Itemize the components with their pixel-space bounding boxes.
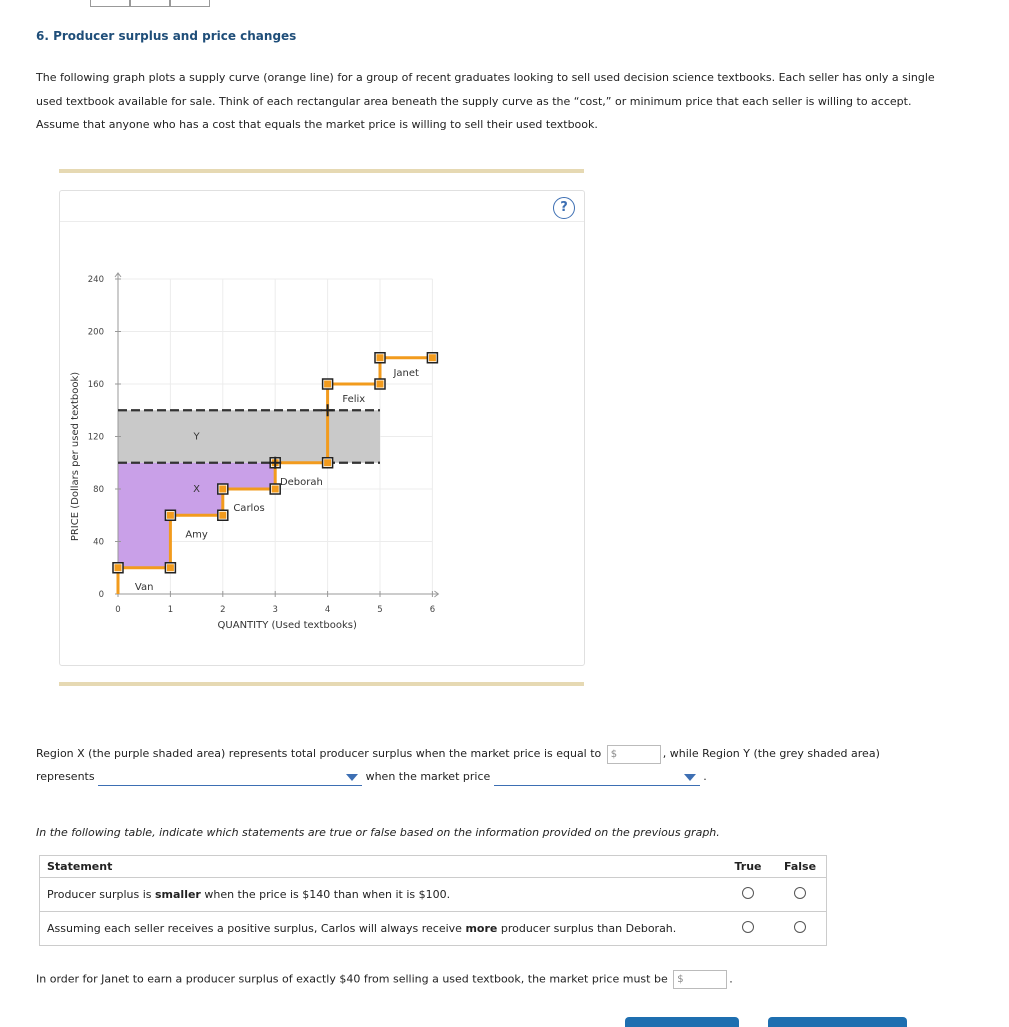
fill-in-text-4: . (703, 770, 707, 783)
supply-point (167, 512, 174, 519)
x-tick-label: 4 (324, 605, 331, 615)
seller-label-amy: Amy (185, 529, 208, 541)
region-x-label: X (193, 484, 201, 495)
false-header: False (774, 856, 827, 878)
y-tick-label: 40 (93, 537, 104, 548)
y-tick-label: 240 (87, 275, 104, 285)
supply-point (115, 564, 122, 571)
region-y-dropdown[interactable] (98, 768, 362, 786)
false-radio[interactable] (794, 921, 806, 933)
seller-label-janet: Janet (393, 367, 419, 379)
supply-point (377, 354, 384, 361)
graph-top-rule (59, 169, 584, 173)
y-tick-label: 200 (87, 327, 104, 338)
region-y-shade (118, 410, 380, 463)
market-price-dropdown[interactable] (494, 768, 700, 786)
supply-point (219, 512, 226, 519)
fill-in-paragraph (36, 742, 936, 788)
table-row (40, 878, 827, 912)
true-radio[interactable] (742, 887, 754, 899)
supply-point (272, 486, 279, 493)
x-tick-label: 0 (115, 605, 121, 615)
fill-in-text-2: , while Region Y (the grey shaded area) represents (36, 747, 880, 783)
graph-bottom-rule (59, 682, 584, 686)
statement-text: Assuming each seller receives a positive surplus, Carlos will always receive more producer surplus than Deborah. (40, 912, 723, 946)
seller-label-deborah: Deborah (279, 476, 323, 488)
table-row (40, 912, 827, 946)
supply-chart (60, 191, 584, 665)
supply-point (324, 459, 331, 466)
x-tick-label: 5 (377, 605, 383, 615)
supply-point (324, 381, 331, 388)
supply-point (167, 564, 174, 571)
y-axis-title: PRICE (Dollars per used textbook) (70, 371, 81, 542)
chevron-down-icon (346, 774, 358, 781)
question-intro: The following graph plots a supply curve (orange line) for a group of recent graduates looking to sell used decision science textbooks. Each seller has only a single used textbook available for sale. Think of each rectangular area beneath the supply curve as the “cost,” or minimum price that each seller is willing to accept. Assume that anyone who has a cost that equals the market price is willing to sell their used textbook. (36, 71, 935, 131)
statement-header: Statement (40, 856, 723, 878)
janet-price-input[interactable]: $ (673, 970, 727, 989)
true-false-table (39, 855, 827, 946)
top-tab-strip (90, 0, 210, 7)
janet-question: In order for Janet to earn a producer surplus of exactly $40 from selling a used textbook, the market price must be $ . (36, 970, 733, 989)
x-tick-label: 1 (167, 605, 174, 615)
janet-question-text: In order for Janet to earn a producer surplus of exactly $40 from selling a used textbook, the market price must be (36, 972, 668, 986)
statement-text: Producer surplus is smaller when the price is $140 than when it is $100. (40, 878, 723, 912)
nav-button-next[interactable] (768, 1017, 907, 1027)
supply-point (429, 354, 436, 361)
nav-button-previous[interactable] (625, 1017, 739, 1027)
x-axis-title: QUANTITY (Used textbooks) (217, 620, 357, 631)
x-tick-label: 2 (220, 605, 226, 615)
seller-label-felix: Felix (342, 394, 366, 405)
y-tick-label: 120 (87, 432, 104, 443)
y-tick-label: 0 (98, 590, 104, 600)
x-tick-label: 3 (272, 605, 278, 615)
market-price-x-input[interactable]: $ (607, 745, 661, 764)
chevron-down-icon (684, 774, 696, 781)
supply-point (219, 486, 226, 493)
fill-in-text-3: when the market price (365, 770, 491, 783)
region-y-label: Y (193, 431, 200, 443)
question-title: 6. Producer surplus and price changes (36, 29, 297, 43)
supply-point (377, 381, 384, 388)
y-tick-label: 160 (87, 380, 104, 390)
false-radio[interactable] (794, 887, 806, 899)
graph-panel (59, 190, 585, 666)
x-tick-label: 6 (429, 605, 436, 615)
true-radio[interactable] (742, 921, 754, 933)
seller-label-van: Van (134, 581, 154, 593)
help-icon[interactable]: ? (553, 197, 575, 219)
table-intro: In the following table, indicate which statements are true or false based on the information provided on the previous graph. (36, 826, 720, 839)
y-tick-label: 80 (93, 485, 104, 495)
fill-in-text-1: Region X (the purple shaded area) represents total producer surplus when the market price is equal to (36, 747, 602, 760)
seller-label-carlos: Carlos (233, 503, 265, 514)
true-header: True (722, 856, 774, 878)
